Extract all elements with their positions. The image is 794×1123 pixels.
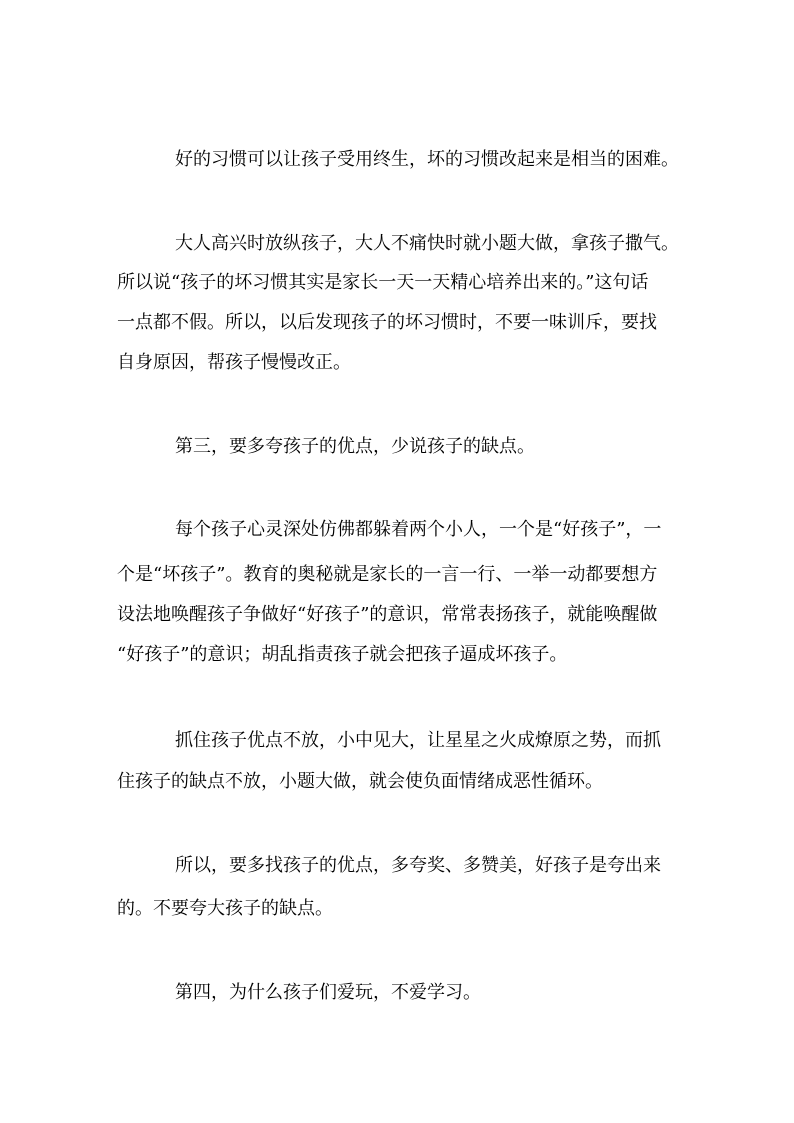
paragraph-4-line-4: “好孩子”的意识；胡乱指责孩子就会把孩子逼成坏孩子。 bbox=[117, 644, 568, 665]
paragraph-2-line-4: 自身原因，帮孩子慢慢改正。 bbox=[117, 352, 351, 373]
paragraph-7-line-1: 第四，为什么孩子们爱玩，不爱学习。 bbox=[175, 982, 481, 1003]
paragraph-2-line-3: 一点都不假。所以，以后发现孩子的坏习惯时，不要一味训斥，要找 bbox=[117, 312, 657, 333]
paragraph-6-line-1: 所以，要多找孩子的优点，多夸奖、多赞美，好孩子是夸出来 bbox=[175, 855, 661, 876]
paragraph-3-line-1: 第三，要多夸孩子的优点，少说孩子的缺点。 bbox=[175, 436, 535, 457]
paragraph-5-line-2: 住孩子的缺点不放，小题大做，就会使负面情绪成恶性循环。 bbox=[117, 771, 603, 792]
paragraph-5-line-1: 抓住孩子优点不放，小中见大，让星星之火成燎原之势，而抓 bbox=[175, 730, 661, 751]
paragraph-4-line-2: 个是“坏孩子”。教育的奥秘就是家长的一言一行、一举一动都要想方 bbox=[117, 564, 658, 585]
paragraph-1-line-1: 好的习惯可以让孩子受用终生，坏的习惯改起来是相当的困难。 bbox=[175, 149, 679, 170]
paragraph-2-line-2: 所以说“孩子的坏习惯其实是家长一天一天精心培养出来的。”这句话 bbox=[117, 272, 649, 293]
paragraph-6-line-2: 的。不要夸大孩子的缺点。 bbox=[117, 898, 333, 919]
paragraph-4-line-3: 设法地唤醒孩子争做好“好孩子”的意识，常常表扬孩子，就能唤醒做 bbox=[117, 604, 658, 625]
paragraph-2-line-1: 大人高兴时放纵孩子，大人不痛快时就小题大做，拿孩子撒气。 bbox=[175, 233, 679, 254]
paragraph-4-line-1: 每个孩子心灵深处仿佛都躲着两个小人，一个是“好孩子”，一 bbox=[175, 519, 662, 540]
